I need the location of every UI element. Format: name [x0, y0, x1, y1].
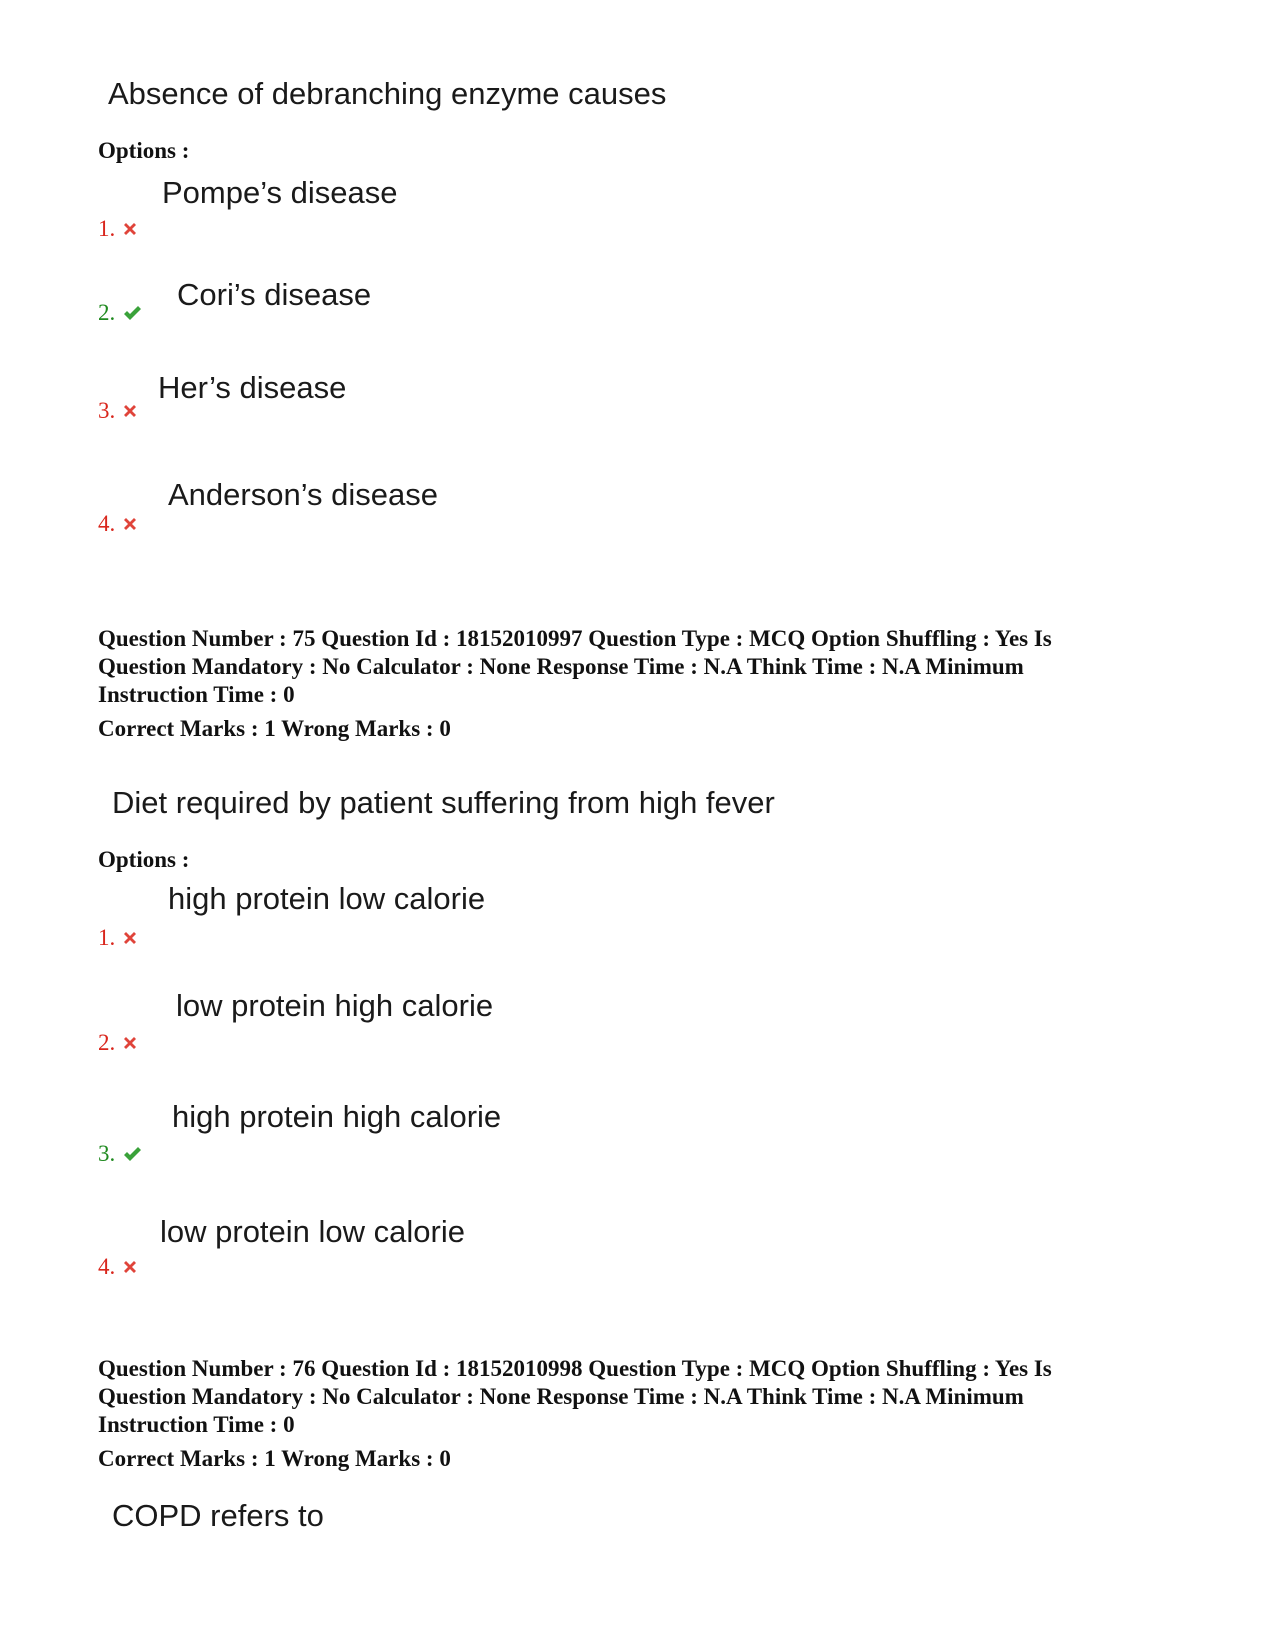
question-text: Absence of debranching enzyme causes [108, 76, 667, 111]
option-text: Anderson’s disease [168, 477, 438, 512]
cross-icon [121, 1034, 139, 1052]
option-number: 4. [98, 511, 139, 537]
meta-line: Question Mandatory : No Calculator : None Response Time : N.A Think Time : N.A Minimum [98, 1384, 1024, 1409]
option-number: 2. [98, 300, 143, 326]
options-label: Options : [98, 138, 190, 163]
cross-icon [121, 515, 139, 533]
options-label: Options : [98, 847, 190, 872]
option-text: Cori’s disease [177, 277, 372, 312]
option-number: 3. [98, 1141, 143, 1167]
meta-line: Instruction Time : 0 [98, 1412, 295, 1437]
cross-icon [121, 929, 139, 947]
cross-icon [121, 220, 139, 238]
option-text: low protein high calorie [176, 988, 494, 1023]
option-number: 1. [98, 216, 139, 242]
option-text: high protein high calorie [172, 1099, 502, 1134]
question-text: Diet required by patient suffering from high fever [112, 785, 775, 820]
option-text: low protein low calorie [160, 1214, 465, 1249]
question-text: COPD refers to [112, 1498, 324, 1533]
meta-line: Question Mandatory : No Calculator : None Response Time : N.A Think Time : N.A Minimum [98, 654, 1024, 679]
check-icon [121, 1145, 143, 1163]
option-text: Pompe’s disease [162, 175, 398, 210]
option-text: Her’s disease [158, 370, 347, 405]
meta-line: Instruction Time : 0 [98, 682, 295, 707]
option-number: 3. [98, 398, 139, 424]
cross-icon [121, 402, 139, 420]
option-number: 2. [98, 1030, 139, 1056]
marks-line: Correct Marks : 1 Wrong Marks : 0 [98, 716, 451, 741]
marks-line: Correct Marks : 1 Wrong Marks : 0 [98, 1446, 451, 1471]
question-meta [98, 625, 1178, 743]
option-text: high protein low calorie [168, 881, 486, 916]
cross-icon [121, 1258, 139, 1276]
option-number: 4. [98, 1254, 139, 1280]
check-icon [121, 304, 143, 322]
option-number: 1. [98, 925, 139, 951]
meta-line: Question Number : 76 Question Id : 18152010998 Question Type : MCQ Option Shuffling : Yes Is [98, 1356, 1052, 1381]
question-meta [98, 1355, 1178, 1473]
meta-line: Question Number : 75 Question Id : 18152010997 Question Type : MCQ Option Shuffling : Yes Is [98, 626, 1052, 651]
